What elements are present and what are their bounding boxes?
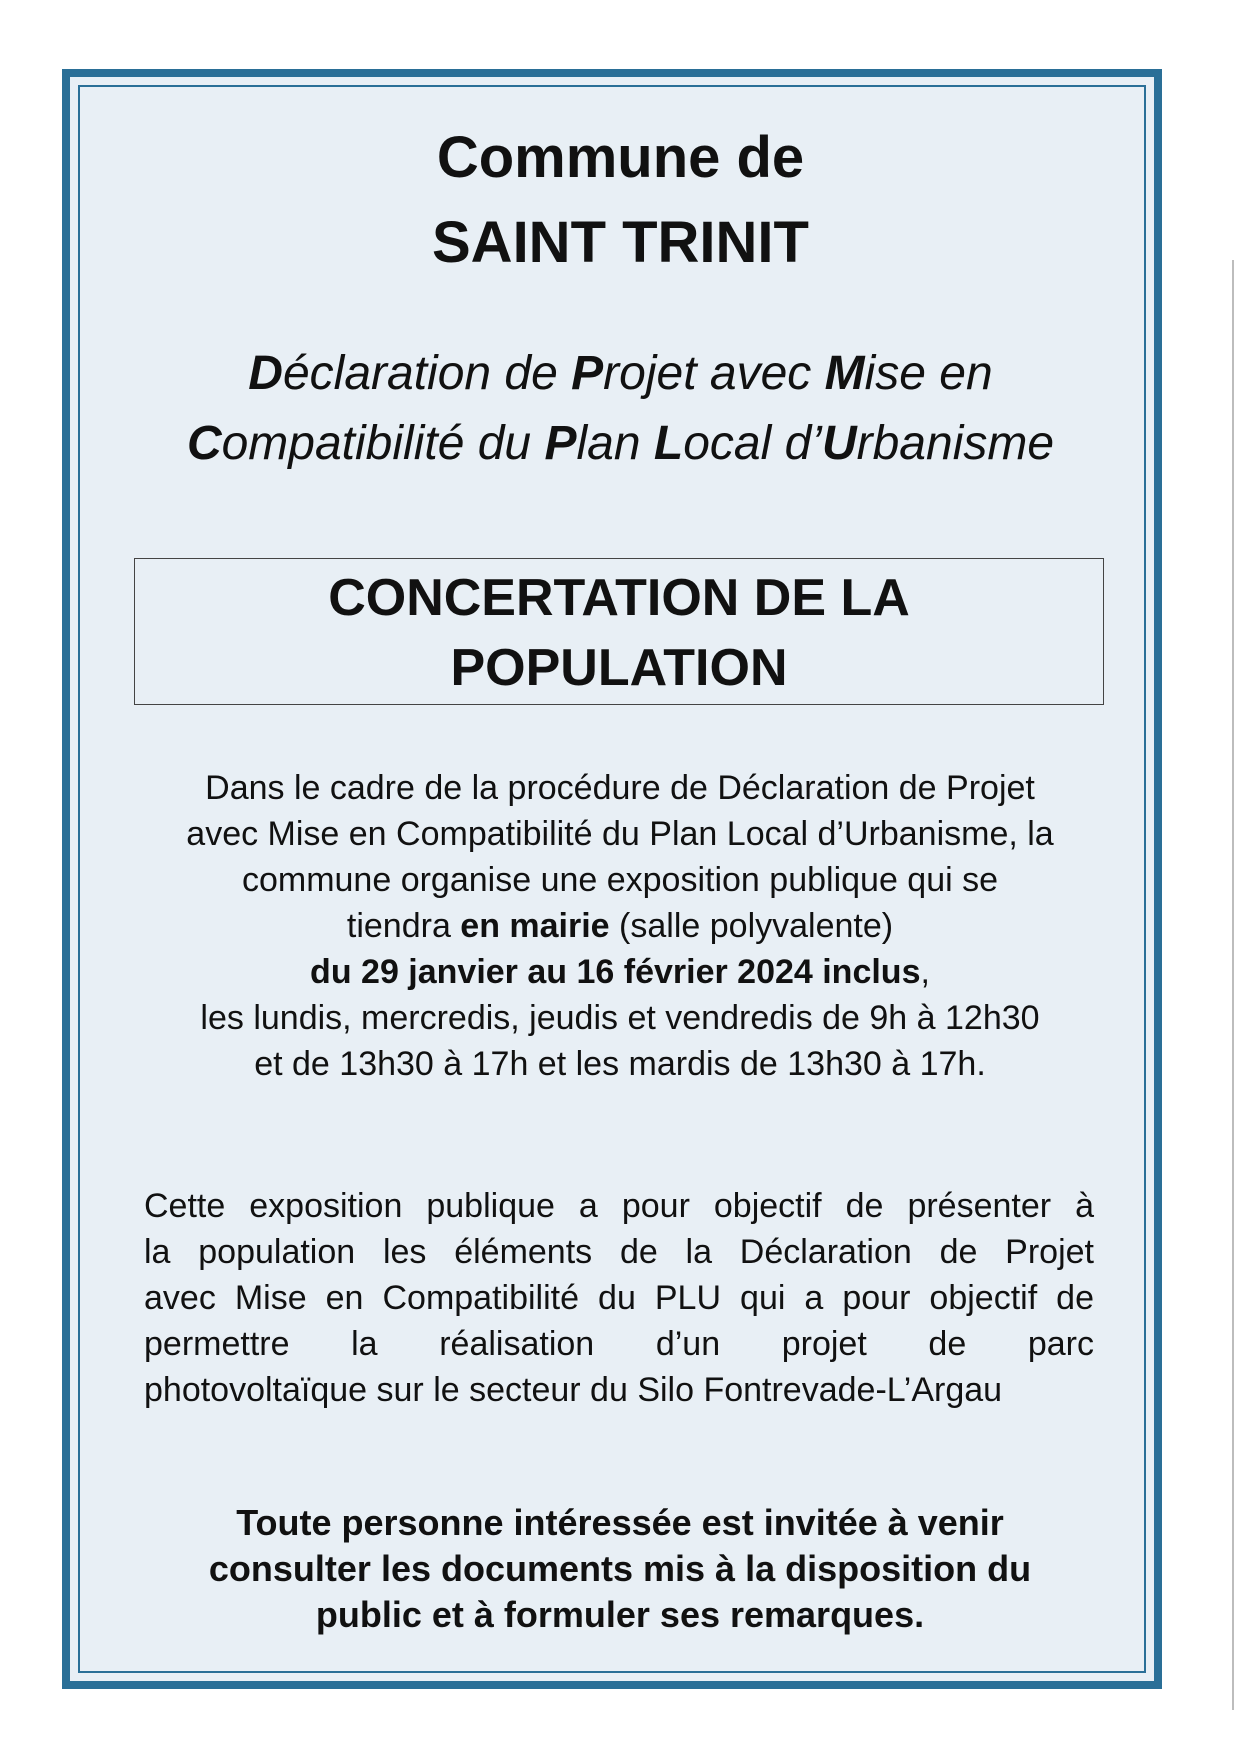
procedure-title-segment: rbanisme bbox=[856, 417, 1055, 470]
procedure-title-segment: P bbox=[544, 417, 577, 470]
exhibition-objective bbox=[144, 1183, 1094, 1413]
exhibition-announcement bbox=[140, 765, 1100, 1087]
public-invitation bbox=[140, 1500, 1100, 1638]
announcement-line: Dans le cadre de la procédure de Déclaration de Projet bbox=[205, 769, 1035, 807]
procedure-title-segment: rojet avec bbox=[603, 347, 825, 400]
exhibition-dates-line bbox=[140, 949, 1100, 995]
location-suffix: (salle polyvalente) bbox=[609, 907, 894, 945]
procedure-title-segment: ocal d’ bbox=[683, 417, 822, 470]
objective-line: permettre la réalisation d’un projet de parc bbox=[144, 1325, 1094, 1363]
scan-edge-line bbox=[1232, 260, 1234, 1710]
location-prefix: tiendra bbox=[346, 907, 461, 945]
procedure-title-segment: P bbox=[571, 347, 604, 400]
announcement-line: avec Mise en Compatibilité du Plan Local d’Urbanisme, la bbox=[186, 815, 1054, 853]
objective-line: la population les éléments de la Déclaration de Projet bbox=[144, 1233, 1094, 1271]
exhibition-dates-suffix: , bbox=[920, 953, 930, 991]
procedure-title-segment: lan bbox=[576, 417, 654, 470]
invitation-line: consulter les documents mis à la disposition du bbox=[208, 1548, 1032, 1589]
procedure-title-segment: M bbox=[824, 347, 865, 400]
concertation-heading-box bbox=[134, 558, 1104, 705]
location-highlight: en mairie bbox=[460, 907, 610, 945]
objective-line: Cette exposition publique a pour objectif de présenter à bbox=[144, 1187, 1094, 1225]
procedure-title-segment: D bbox=[248, 347, 283, 400]
concertation-heading-line-1: CONCERTATION DE LA bbox=[328, 569, 910, 627]
exhibition-dates: du 29 janvier au 16 février 2024 inclus bbox=[310, 953, 921, 991]
procedure-title-segment: U bbox=[821, 417, 857, 470]
opening-hours-line: les lundis, mercredis, jeudis et vendredis de 9h à 12h30 bbox=[200, 999, 1040, 1037]
commune-label: Commune de bbox=[436, 125, 805, 190]
procedure-title-segment: C bbox=[186, 417, 222, 470]
commune-name: SAINT TRINIT bbox=[432, 210, 809, 275]
procedure-title-segment: éclaration de bbox=[282, 347, 572, 400]
invitation-line: public et à formuler ses remarques. bbox=[315, 1594, 925, 1635]
opening-hours-line: et de 13h30 à 17h et les mardis de 13h30 à 17h. bbox=[254, 1045, 986, 1083]
objective-line: avec Mise en Compatibilité du PLU qui a pour objectif de bbox=[144, 1279, 1094, 1317]
procedure-title-segment: ise en bbox=[864, 347, 993, 400]
invitation-line: Toute personne intéressée est invitée à venir bbox=[236, 1502, 1004, 1543]
procedure-title-line-1 bbox=[20, 344, 1221, 404]
procedure-title-segment: L bbox=[653, 417, 684, 470]
concertation-heading-line-2: POPULATION bbox=[450, 639, 788, 697]
announcement-location-line bbox=[140, 903, 1100, 949]
procedure-title-segment: ompatibilité du bbox=[221, 417, 545, 470]
announcement-line: commune organise une exposition publique qui se bbox=[241, 861, 999, 899]
procedure-title-line-2 bbox=[20, 414, 1221, 474]
objective-line: photovoltaïque sur le secteur du Silo Fontrevade-L’Argau bbox=[144, 1371, 1003, 1409]
